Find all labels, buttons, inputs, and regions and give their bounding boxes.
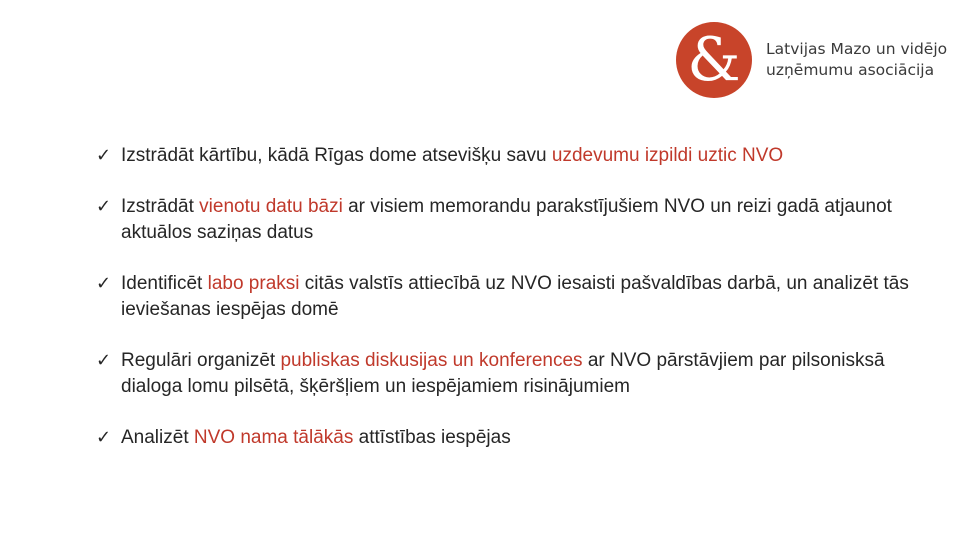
bullet-text: Izstrādāt vienotu datu bāzi ar visiem memorandu parakstījušiem NVO un reizi gadā atjaunot aktuālos saziņas datus <box>121 196 892 243</box>
bullet-highlight: vienotu datu bāzi <box>199 196 343 217</box>
bullet-item-5 <box>96 425 926 451</box>
bullet-list <box>96 143 926 451</box>
bullet-text: Izstrādāt kārtību, kādā Rīgas dome atsevišķu savu uzdevumu izpildi uztic NVO <box>121 145 784 166</box>
logo-text-line-1: Latvijas Mazo un vidējo <box>766 40 948 58</box>
bullet-item-4 <box>96 348 926 400</box>
bullet-item-2 <box>96 194 926 246</box>
ampersand-logo-icon: & <box>676 22 752 98</box>
checkmark-icon: ✓ <box>96 196 112 217</box>
bullet-text: Identificēt labo praksi citās valstīs attiecībā uz NVO iesaisti pašvaldības darbā, un analizēt tās ieviešanas iespējas domē <box>121 273 909 320</box>
bullet-highlight: publiskas diskusijas un konferences <box>280 350 583 371</box>
checkmark-icon: ✓ <box>96 350 112 371</box>
checkmark-icon: ✓ <box>96 145 112 166</box>
checkmark-icon: ✓ <box>96 427 112 448</box>
bullet-item-3 <box>96 271 926 323</box>
logo-text-line-2: uzņēmumu asociācija <box>766 61 935 79</box>
bullet-highlight: uzdevumu izpildi uztic NVO <box>551 145 784 166</box>
logo-text <box>766 39 947 81</box>
organization-logo <box>676 22 947 98</box>
bullet-highlight: labo praksi <box>207 273 300 294</box>
checkmark-icon: ✓ <box>96 273 112 294</box>
bullet-highlight: NVO nama tālākās <box>193 427 354 448</box>
bullet-text: Regulāri organizēt publiskas diskusijas un konferences ar NVO pārstāvjiem par pilsonisksā dialoga lomu pilsētā, šķēršļiem un iespējamiem risinājumiem <box>121 350 885 397</box>
bullet-item-1 <box>96 143 926 169</box>
bullet-text: Analizēt NVO nama tālākās attīstības iespējas <box>121 427 511 448</box>
